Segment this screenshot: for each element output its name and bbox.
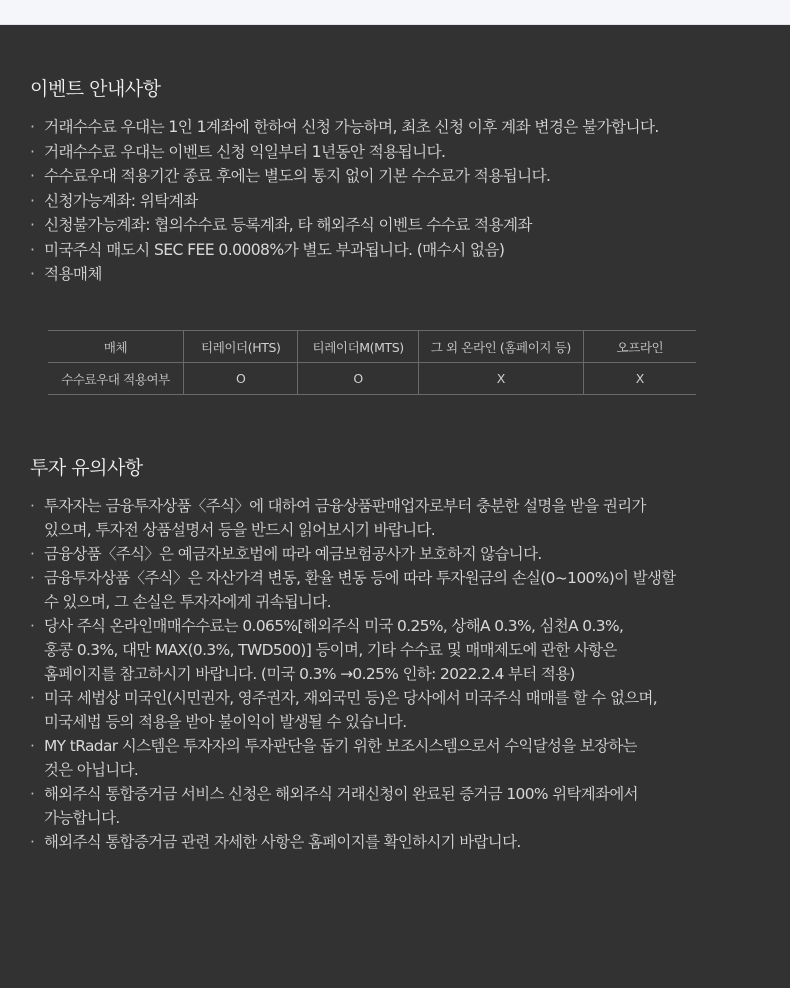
- investment-caution-item: [30, 614, 770, 686]
- line: 투자자는 금융투자상품〈주식〉에 대하여 금융상품판매업자로부터 충분한 설명을 받을 권리가: [44, 497, 646, 515]
- line: 있으며, 투자전 상품설명서 등을 반드시 읽어보시기 바랍니다.: [44, 521, 436, 539]
- line: 가능합니다.: [44, 809, 120, 827]
- line: 홍콩 0.3%, 대만 MAX(0.3%, TWD500)] 등이며, 기타 수수료 및 매매제도에 관한 사항은: [44, 641, 617, 659]
- media-table-cell: O: [298, 363, 418, 395]
- media-table-cell: O: [184, 363, 298, 395]
- event-notice-item: · 거래수수료 우대는 이벤트 신청 익일부터 1년동안 적용됩니다.: [30, 140, 770, 165]
- investment-caution-item: [30, 494, 770, 542]
- media-table-header: 티레이더M(MTS): [298, 331, 418, 363]
- investment-caution-item: [30, 542, 770, 566]
- media-table-cell: 수수료우대 적용여부: [48, 363, 184, 395]
- media-table-cell: X: [418, 363, 583, 395]
- line: 당사 주식 온라인매매수수료는 0.065%[해외주식 미국 0.25%, 상해A 0.3%, 심천A 0.3%,: [44, 617, 624, 635]
- media-table-header-row: [48, 331, 696, 363]
- line: 미국 세법상 미국인(시민권자, 영주권자, 재외국민 등)은 당사에서 미국주식 매매를 할 수 없으며,: [44, 689, 658, 707]
- line: 수 있으며, 그 손실은 투자자에게 귀속됩니다.: [44, 593, 331, 611]
- line: MY tRadar 시스템은 투자자의 투자판단을 돕기 위한 보조시스템으로서 수익달성을 보장하는: [44, 737, 637, 755]
- investment-caution-title: 투자 유의사항: [30, 457, 143, 479]
- investment-caution-list: [30, 494, 770, 854]
- media-table-header: 티레이더(HTS): [184, 331, 298, 363]
- event-notice-item: · 적용매체: [30, 262, 770, 287]
- investment-caution-item: [30, 782, 770, 830]
- investment-caution-item: [30, 830, 770, 854]
- line: 해외주식 통합증거금 서비스 신청은 해외주식 거래신청이 완료된 증거금 100% 위탁계좌에서: [44, 785, 638, 803]
- top-strip: [0, 0, 790, 25]
- event-notice-title: 이벤트 안내사항: [30, 78, 161, 100]
- event-notice-item: · 수수료우대 적용기간 종료 후에는 별도의 통지 없이 기본 수수료가 적용됩니다.: [30, 164, 770, 189]
- line: 홈페이지를 참고하시기 바랍니다. (미국 0.3% →0.25% 인하: 2022.2.4 부터 적용): [44, 665, 575, 683]
- line: 해외주식 통합증거금 관련 자세한 사항은 홈페이지를 확인하시기 바랍니다.: [44, 833, 521, 851]
- event-notice-section: [30, 74, 770, 287]
- event-notice-item: · 신청가능계좌: 위탁계좌: [30, 189, 770, 214]
- event-notice-item: · 미국주식 매도시 SEC FEE 0.0008%가 별도 부과됩니다. (매수시 없음): [30, 238, 770, 263]
- investment-caution-item: [30, 566, 770, 614]
- event-notice-item: · 신청불가능계좌: 협의수수료 등록계좌, 타 해외주식 이벤트 수수료 적용계좌: [30, 213, 770, 238]
- investment-caution-item: [30, 686, 770, 734]
- media-table-row: [48, 363, 696, 395]
- line: 것은 아닙니다.: [44, 761, 139, 779]
- event-notice-list: [30, 115, 770, 287]
- media-table-header: 그 외 온라인 (홈페이지 등): [418, 331, 583, 363]
- investment-caution-item: [30, 734, 770, 782]
- media-table-header: 오프라인: [583, 331, 696, 363]
- line: 미국세법 등의 적용을 받아 불이익이 발생될 수 있습니다.: [44, 713, 407, 731]
- line: 금융상품〈주식〉은 예금자보호법에 따라 예금보험공사가 보호하지 않습니다.: [44, 545, 542, 563]
- event-notice-item: · 거래수수료 우대는 1인 1계좌에 한하여 신청 가능하며, 최초 신청 이후 계좌 변경은 불가합니다.: [30, 115, 770, 140]
- line: 금융투자상품〈주식〉은 자산가격 변동, 환율 변동 등에 따라 투자원금의 손실(0~100%)이 발생할: [44, 569, 676, 587]
- media-table-header: 매체: [48, 331, 184, 363]
- media-table-cell: X: [583, 363, 696, 395]
- investment-caution-section: [30, 453, 770, 854]
- media-table: [48, 330, 696, 395]
